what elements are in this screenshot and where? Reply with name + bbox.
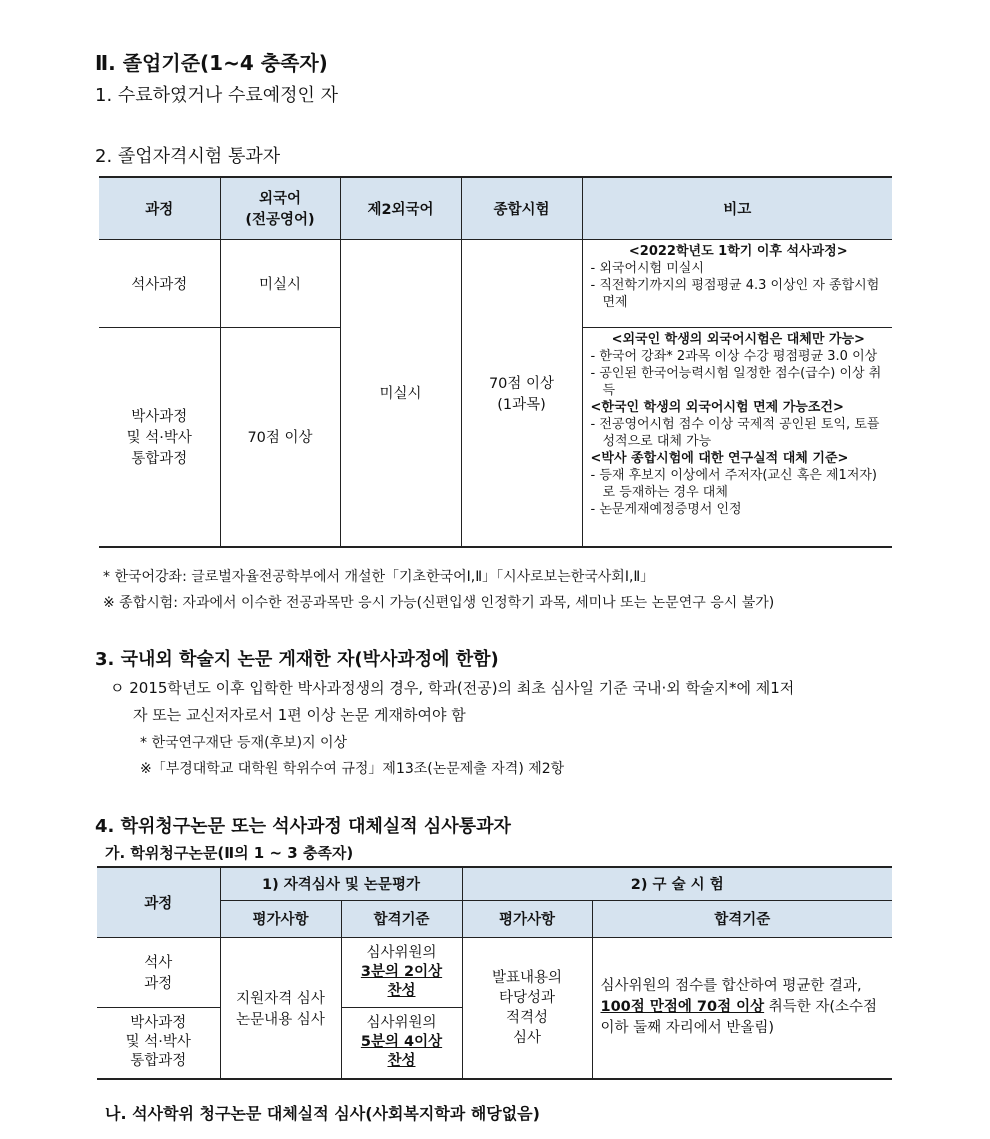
- pass-master: 심사위원의 3분의 2이상 찬성: [341, 937, 462, 1007]
- header-eval-items-2: 평가사항: [462, 900, 592, 937]
- comprehensive-value: 70점 이상 (1과목): [461, 239, 582, 547]
- header-second-language: 제2외국어: [340, 177, 461, 239]
- remarks-master: <2022학년도 1학기 이후 석사과정> - 외국어시험 미실시 - 직전학기까지의 평점평균 4.3 이상인 자 종합시험 면제: [582, 239, 892, 327]
- criterion-1: 1. 수료하였거나 수료예정인 자: [95, 85, 338, 106]
- header-oral-exam: 2) 구 술 시 험: [462, 867, 892, 900]
- course-master: 석사과정: [99, 239, 220, 327]
- criterion-4-subtitle-b: 나. 석사학위 청구논문 대체실적 심사(사회복지학과 해당없음): [105, 1104, 540, 1123]
- header-comprehensive: 종합시험: [461, 177, 582, 239]
- course-doctoral: 박사과정 및 석·박사 통합과정: [99, 327, 220, 547]
- second-language-value: 미실시: [340, 239, 461, 547]
- header-eval-items-1: 평가사항: [220, 900, 341, 937]
- course-doctoral: 박사과정 및 석·박사 통합과정: [97, 1007, 220, 1079]
- eval-oral: 발표내용의 타당성과 적격성 심사: [462, 937, 592, 1079]
- header-course: 과정: [97, 867, 220, 937]
- foreign-doctoral: 70점 이상: [220, 327, 340, 547]
- course-master: 석사 과정: [97, 937, 220, 1007]
- criterion-3-bullet-line2: 자 또는 교신저자로서 1편 이상 논문 게재하여야 함: [133, 706, 466, 724]
- section-title: Ⅱ. 졸업기준(1~4 충족자): [95, 51, 328, 75]
- pass-oral: 심사위원의 점수를 합산하여 평균한 결과, 100점 만점에 70점 이상 취득한 자(소수점 이하 둘째 자리에서 반올림): [592, 937, 892, 1079]
- header-pass-criteria-2: 합격기준: [592, 900, 892, 937]
- footnote-comprehensive: ※ 종합시험: 자과에서 이수한 전공과목만 응시 가능(신편입생 인정학기 과목, 세미나 또는 논문연구 응시 불가): [103, 595, 775, 611]
- criterion-3-bullet-line1: ㅇ 2015학년도 이후 입학한 박사과정생의 경우, 학과(전공)의 최초 심사일 기준 국내·외 학술지*에 제1저: [110, 679, 795, 697]
- foreign-master: 미실시: [220, 239, 340, 327]
- criterion-3-note-journal: * 한국연구재단 등재(후보)지 이상: [140, 735, 348, 751]
- exam-table: [99, 176, 892, 548]
- criterion-4-subtitle-a: 가. 학위청구논문(Ⅱ의 1 ~ 3 충족자): [105, 844, 354, 862]
- header-qualification-review: 1) 자격심사 및 논문평가: [220, 867, 462, 900]
- criterion-3-note-regulation: ※「부경대학교 대학원 학위수여 규정」제13조(논문제출 자격) 제2항: [140, 761, 565, 777]
- header-remarks: 비고: [582, 177, 892, 239]
- header-foreign: 외국어 (전공영어): [220, 177, 340, 239]
- criterion-2: 2. 졸업자격시험 통과자: [95, 146, 281, 167]
- eval-qualification: 지원자격 심사 논문내용 심사: [220, 937, 341, 1079]
- footnote-korean-course: * 한국어강좌: 글로벌자율전공학부에서 개설한「기초한국어Ⅰ,Ⅱ」「시사로보는한국사회Ⅰ,Ⅱ」: [103, 569, 655, 585]
- header-course: 과정: [99, 177, 220, 239]
- criterion-4-title: 4. 학위청구논문 또는 석사과정 대체실적 심사통과자: [95, 816, 511, 837]
- thesis-table: [97, 866, 892, 1080]
- remarks-doctoral: <외국인 학생의 외국어시험은 대체만 가능> - 한국어 강좌* 2과목 이상 수강 평점평균 3.0 이상 - 공인된 한국어능력시험 일정한 점수(급수) 이상 취득 <한국인 학생의 외국어시험 면제 가능조건> - 전공영어시험 점수 이상 국제적 공인된 토익, 토플 성적으로 대체 가능 <박사 종합시험에 대한 연구실적 대체 기준> - 등재 후보지 이상에서 주저자(교신 혹은 제1저자)로 등재하는 경우 대체 - 논문게재예정증명서 인정: [582, 327, 892, 547]
- criterion-3-title: 3. 국내외 학술지 논문 게재한 자(박사과정에 한함): [95, 649, 499, 670]
- pass-doctoral: 심사위원의 5분의 4이상 찬성: [341, 1007, 462, 1079]
- header-pass-criteria-1: 합격기준: [341, 900, 462, 937]
